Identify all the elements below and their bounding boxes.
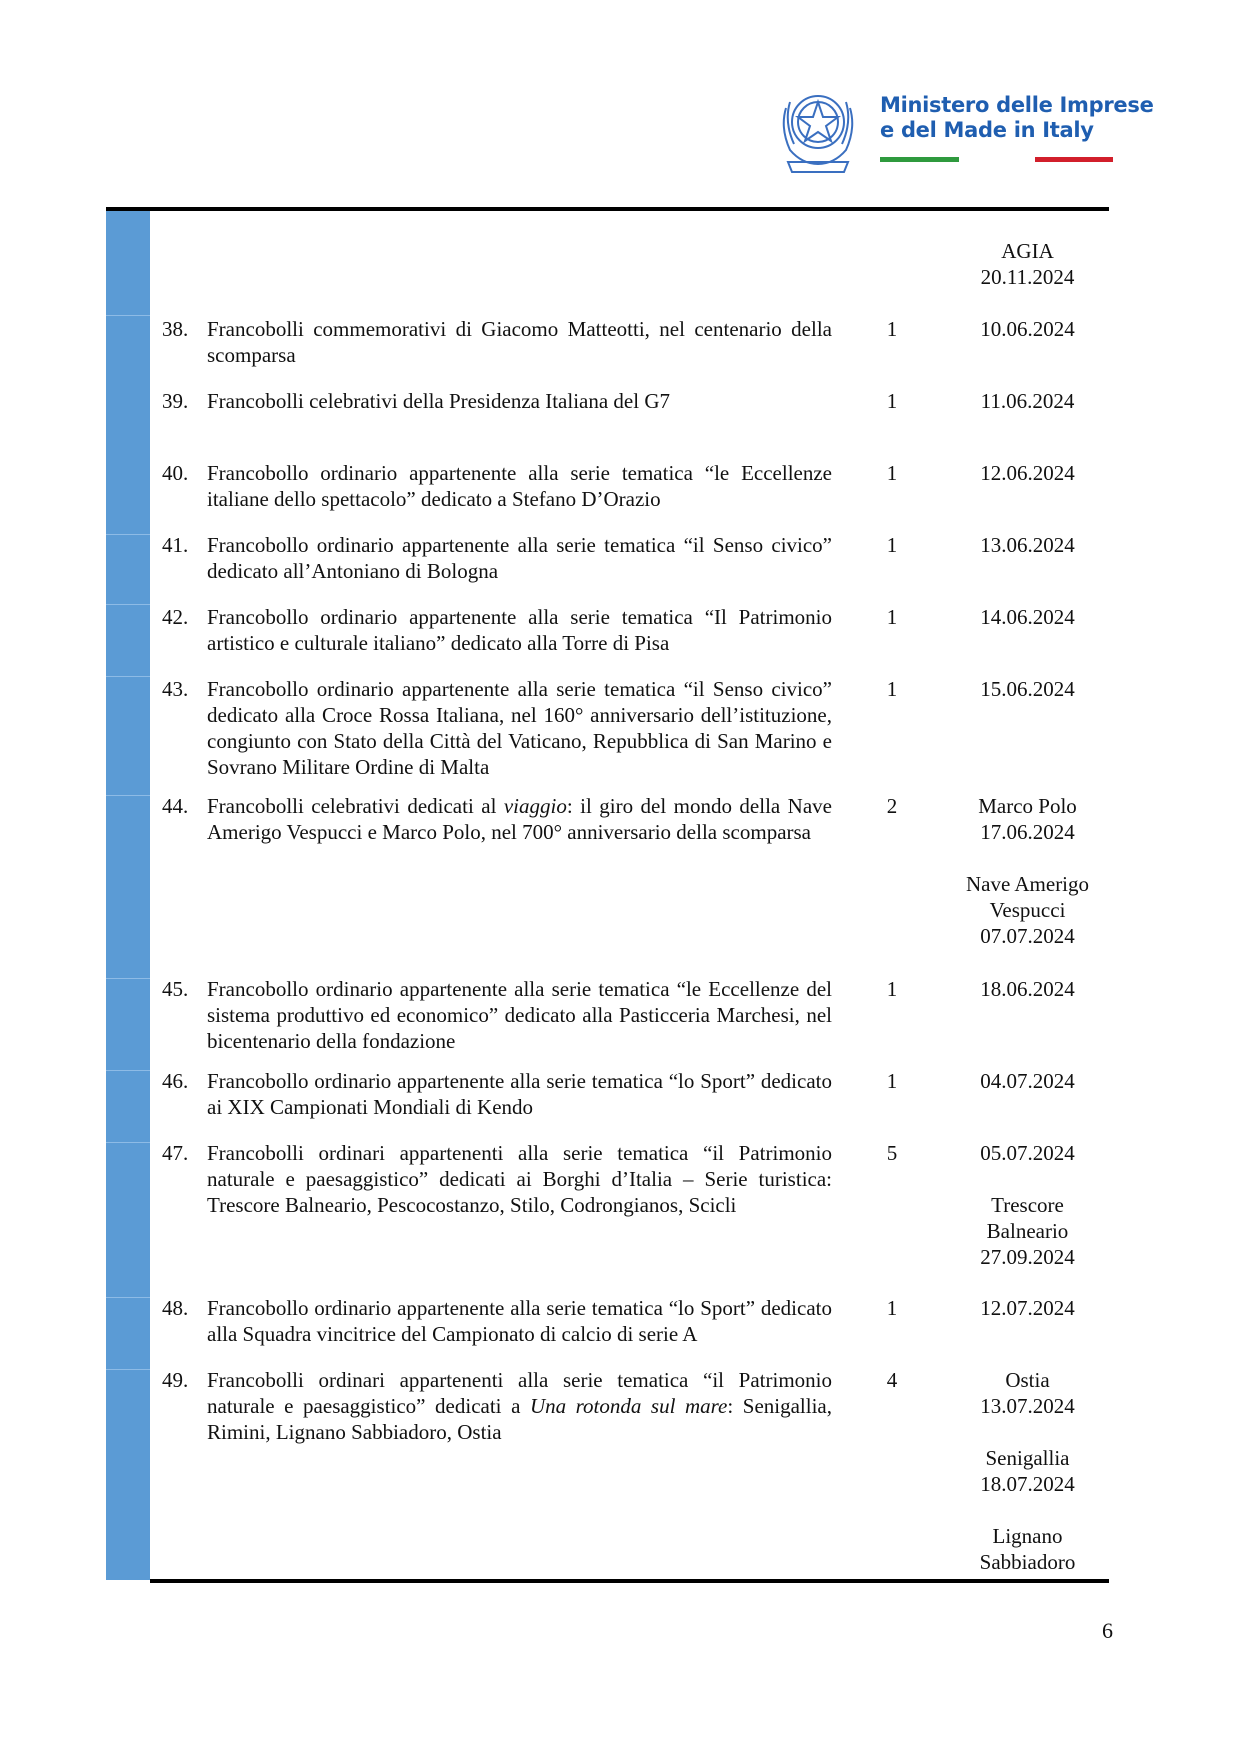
issue-dates: 12.07.2024 [980, 1296, 1075, 1320]
row-quantity: 1 [886, 1069, 898, 1093]
row-number: 45. [162, 977, 189, 1001]
issue-dates: 10.06.2024 [980, 317, 1075, 341]
row-description: Francobollo ordinario appartenente alla serie tematica “le Eccellenze italiane dello spettacolo” dedicato a Stefano D’Orazio [207, 461, 832, 511]
table-accent-bar [106, 211, 150, 1580]
row-number: 39. [162, 389, 189, 413]
row-number: 41. [162, 533, 189, 557]
issue-dates: Marco Polo 17.06.2024 Nave Amerigo Vespucci 07.07.2024 [965, 794, 1090, 948]
row-separator [106, 1142, 150, 1143]
row-quantity: 1 [886, 977, 898, 1001]
row-number: 44. [162, 794, 189, 818]
row-quantity: 1 [886, 461, 898, 485]
row-description: Francobolli commemorativi di Giacomo Matteotti, nel centenario della scomparsa [207, 317, 832, 367]
row-number: 40. [162, 461, 189, 485]
row-description: Francobolli ordinari appartenenti alla serie tematica “il Patrimonio naturale e paesaggistico” dedicati a Una rotonda sul mare: Senigallia, Rimini, Lignano Sabbiadoro, Ostia [207, 1368, 832, 1444]
row-description: Francobollo ordinario appartenente alla serie tematica “lo Sport” dedicato alla Squadra vincitrice del Campionato di calcio di serie A [207, 1296, 832, 1346]
row-quantity: 1 [886, 317, 898, 341]
issue-dates: Ostia 13.07.2024 Senigallia 18.07.2024 Lignano Sabbiadoro [979, 1368, 1076, 1574]
issue-dates: 04.07.2024 [980, 1069, 1075, 1093]
row-quantity: 2 [886, 794, 898, 818]
row-quantity: 1 [886, 389, 898, 413]
ministry-name-line2: e del Made in Italy [880, 118, 1094, 142]
row-number: 43. [162, 677, 189, 701]
row-number: 49. [162, 1368, 189, 1392]
row-description: Francobollo ordinario appartenente alla serie tematica “Il Patrimonio artistico e culturale italiano” dedicato alla Torre di Pisa [207, 605, 832, 655]
row-separator [106, 1297, 150, 1298]
issue-dates: 11.06.2024 [980, 389, 1075, 413]
row-number: 38. [162, 317, 189, 341]
row-quantity: 5 [886, 1141, 898, 1165]
row-number: 46. [162, 1069, 189, 1093]
table-top-rule [106, 207, 1109, 211]
row-number: 42. [162, 605, 189, 629]
row-quantity: 1 [886, 677, 898, 701]
row-quantity: 1 [886, 605, 898, 629]
row-separator [106, 315, 150, 316]
flag-bar-green [880, 157, 959, 162]
row-number: 47. [162, 1141, 189, 1165]
row-quantity: 4 [886, 1368, 898, 1392]
issue-dates: 05.07.2024 Trescore Balneario 27.09.2024 [980, 1141, 1075, 1269]
row-description: Francobollo ordinario appartenente alla serie tematica “lo Sport” dedicato ai XIX Campionati Mondiali di Kendo [207, 1069, 832, 1119]
issue-dates: 18.06.2024 [980, 977, 1075, 1001]
ministry-name-line1: Ministero delle Imprese [880, 93, 1154, 117]
flag-bar-red [1035, 157, 1113, 162]
row-separator [106, 534, 150, 535]
row-description: Francobollo ordinario appartenente alla serie tematica “le Eccellenze del sistema produttivo ed economico” dedicato alla Pasticceria Marchesi, nel bicentenario della fondazione [207, 977, 832, 1053]
issue-dates: 15.06.2024 [980, 677, 1075, 701]
row-separator [106, 604, 150, 605]
row-description: Francobolli celebrativi della Presidenza Italiana del G7 [207, 389, 670, 413]
ministry-name [880, 93, 1154, 143]
row-separator [106, 676, 150, 677]
row-separator [106, 1369, 150, 1370]
ministry-logo [770, 74, 1154, 184]
row-description: Francobolli celebrativi dedicati al viaggio: il giro del mondo della Nave Amerigo Vespucci e Marco Polo, nel 700° anniversario della scomparsa [207, 794, 832, 844]
row-description: Francobollo ordinario appartenente alla serie tematica “il Senso civico” dedicato alla Croce Rossa Italiana, nel 160° anniversario dell’istituzione, congiunto con Stato della Città del Vaticano, Repubblica di San Marino e Sovrano Militare Ordine di Malta [207, 677, 832, 779]
row-separator [106, 978, 150, 979]
table-bottom-rule [150, 1579, 1109, 1583]
row-description: Francobollo ordinario appartenente alla serie tematica “il Senso civico” dedicato all’Antoniano di Bologna [207, 533, 832, 583]
page-number: 6 [1102, 1618, 1113, 1643]
row-separator [106, 795, 150, 796]
row-separator [106, 1070, 150, 1071]
issue-dates: 14.06.2024 [980, 605, 1075, 629]
row-quantity: 1 [886, 1296, 898, 1320]
row-description: Francobolli ordinari appartenenti alla serie tematica “il Patrimonio naturale e paesaggistico” dedicati ai Borghi d’Italia – Serie turistica: Trescore Balneario, Pescocostanzo, Stilo, Codrongianos, Scicli [207, 1141, 832, 1217]
issue-dates: 13.06.2024 [980, 533, 1075, 557]
row-quantity: 1 [886, 533, 898, 557]
row-number: 48. [162, 1296, 189, 1320]
issue-dates: AGIA 20.11.2024 [980, 239, 1075, 289]
issue-dates: 12.06.2024 [980, 461, 1075, 485]
italian-republic-emblem-icon [774, 78, 862, 176]
